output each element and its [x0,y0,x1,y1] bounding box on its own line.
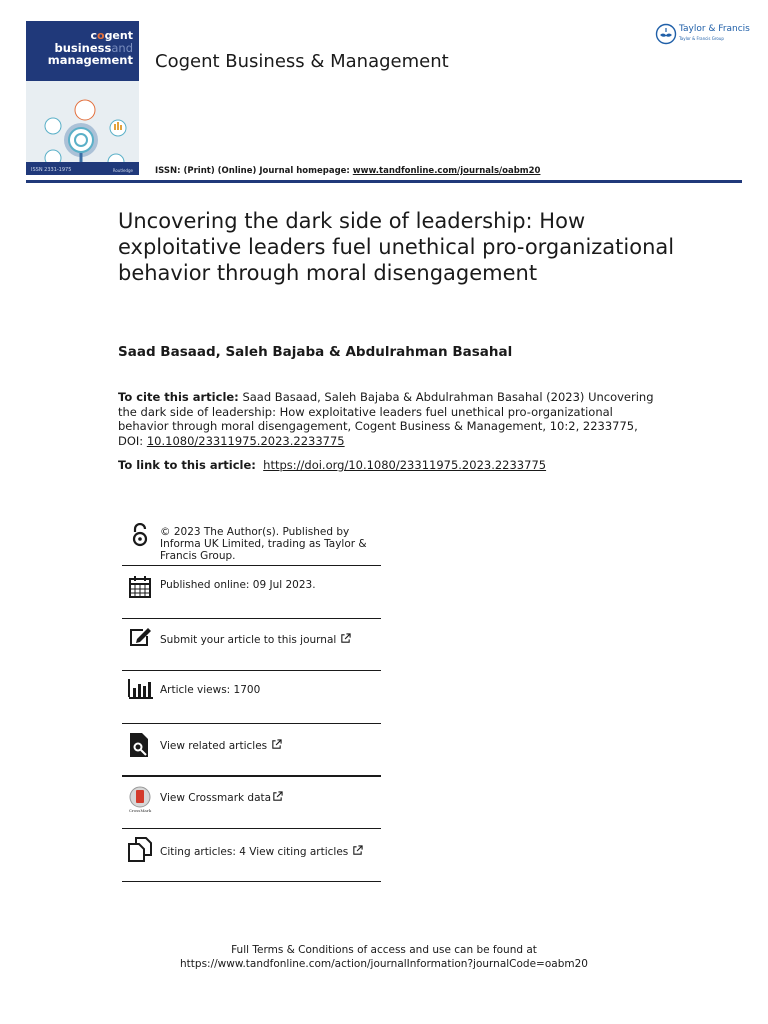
article-doi-link[interactable]: https://doi.org/10.1080/23311975.2023.2233775 [263,458,547,472]
citing-articles-icon [127,836,153,862]
citation-label: To cite this article: [118,390,239,404]
taylor-francis-logo[interactable] [655,22,750,48]
cover-issn: ISSN 2331-1975 [31,167,72,173]
related-articles-icon [127,732,153,758]
published-date-text: Published online: 09 Jul 2023. [160,579,316,591]
citation-doi-link[interactable]: 10.1080/23311975.2023.2233775 [146,433,345,448]
footer-terms-text: Full Terms & Conditions of access and use can be found at [231,944,537,956]
bar-chart-icon [127,675,153,701]
cover-illustration [26,21,139,175]
edit-icon [127,624,153,650]
article-title: Uncovering the dark side of leadership: How exploitative leaders fuel unethical pro-organizational behavior through moral disengagement [118,209,675,285]
issn-text: ISSN: (Print) (Online) Journal homepage: [155,166,353,176]
header-divider [26,180,742,183]
calendar-icon [127,574,153,600]
cover-subject-line-2: management [47,53,133,67]
submit-row[interactable] [122,619,381,671]
crossmark-row[interactable] [122,777,381,829]
crossmark-badge-icon [127,786,153,808]
view-citing-articles-link[interactable]: Citing articles: 4 View citing articles [160,845,363,858]
article-views-text: Article views: 1700 [160,684,261,696]
journal-cover [26,21,139,175]
citation-block [118,390,658,448]
external-link-icon [352,845,363,856]
cover-logo-text: cogent [90,29,133,42]
crossmark-badge-label: CrossMark [128,808,152,813]
cover-subject-line-1: businessand [54,41,133,55]
published-row [122,566,381,619]
article-authors: Saad Basaad, Saleh Bajaba & Abdulrahman Basahal [118,344,513,360]
license-text: © 2023 The Author(s). Published by Informa UK Limited, trading as Taylor & Francis Group. [160,526,367,562]
view-related-articles-link[interactable]: View related articles [160,739,282,752]
journal-homepage-link[interactable]: www.tandfonline.com/journals/oabm20 [352,166,541,176]
cover-publisher: Routledge [112,168,133,173]
tf-logo-subtitle: Taylor & Francis Group [679,36,724,41]
terms-footer [0,943,768,971]
license-row [122,520,381,566]
issn-line [155,166,540,176]
external-link-icon [340,633,351,644]
article-link-label: To link to this article: [118,458,256,472]
view-crossmark-link[interactable]: View Crossmark data [160,791,283,804]
related-row[interactable] [122,724,381,777]
footer-terms-url[interactable]: https://www.tandfonline.com/action/journalInformation?journalCode=oabm20 [180,958,588,970]
citing-row[interactable] [122,829,381,882]
views-row [122,671,381,724]
journal-title: Cogent Business & Management [155,51,449,72]
external-link-icon [271,739,282,750]
article-link-line [118,458,546,472]
open-access-icon [127,523,153,549]
cover-footer-bar [26,162,139,175]
submit-article-link[interactable]: Submit your article to this journal [160,633,351,646]
citation-text: Saad Basaad, Saleh Bajaba & Abdulrahman Basahal (2023) Uncovering the dark side of leadership: How exploitative leaders fuel unethical pro-organizational behavior through moral disengagement, Cogent Business & Management, 10:2, 2233775, DOI: [118,390,654,448]
crossmark-icon [127,786,153,814]
external-link-icon [272,791,283,802]
tf-logo-name: Taylor & Francis [679,24,750,34]
tf-logo-icon [655,23,677,45]
